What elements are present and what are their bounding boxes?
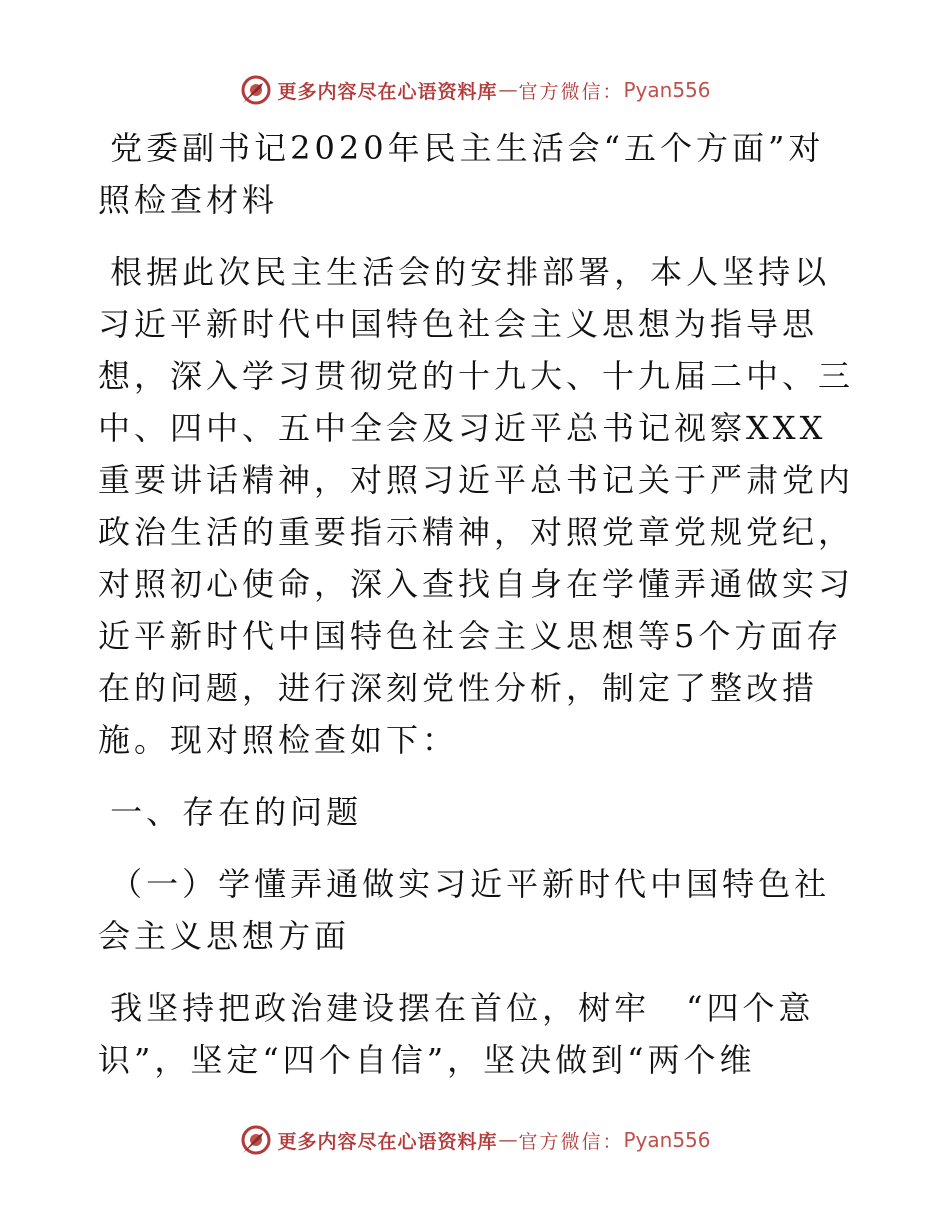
watermark-sub-text: 官方微信： <box>518 80 624 103</box>
watermark-id: Pyan556 <box>623 78 711 102</box>
watermark-main-text: 更多内容尽在心语资料库 <box>277 1130 498 1153</box>
document-title: 党委副书记2020年民主生活会“五个方面”对照检查材料 <box>98 129 825 219</box>
pen-logo-icon <box>239 1123 273 1157</box>
watermark-separator: — <box>498 79 518 101</box>
watermark-banner-bottom <box>0 1122 950 1158</box>
body-paragraph: 我坚持把政治建设摆在首位，树牢 “四个意识”，坚定“四个自信”，坚决做到“两个维 <box>98 989 815 1079</box>
section-heading: 一、存在的问题 <box>110 793 363 831</box>
watermark-banner-top <box>0 72 950 108</box>
pen-logo-icon <box>239 73 273 107</box>
subsection-heading: （一）学懂弄通做实习近平新时代中国特色社会主义思想方面 <box>98 865 831 955</box>
watermark-main-text: 更多内容尽在心语资料库 <box>277 80 498 103</box>
watermark-id: Pyan556 <box>623 1128 711 1152</box>
watermark-sub-text: 官方微信： <box>518 1130 624 1153</box>
intro-paragraph: 根据此次民主生活会的安排部署，本人坚持以习近平新时代中国特色社会主义思想为指导思想，深入学习贯彻党的十九大、十九届二中、三中、四中、五中全会及习近平总书记视察XXX重要讲话精神，对照习近平总书记关于严肃党内政治生活的重要指示精神，对照党章党规党纪，对照初心使命，深入查找自身在学懂弄通做实习近平新时代中国特色社会主义思想等5个方面存在的问题，进行深刻党性分析，制定了整改措施。现对照检查如下： <box>98 253 855 759</box>
watermark-separator: — <box>498 1129 518 1151</box>
document-body <box>98 122 856 1086</box>
